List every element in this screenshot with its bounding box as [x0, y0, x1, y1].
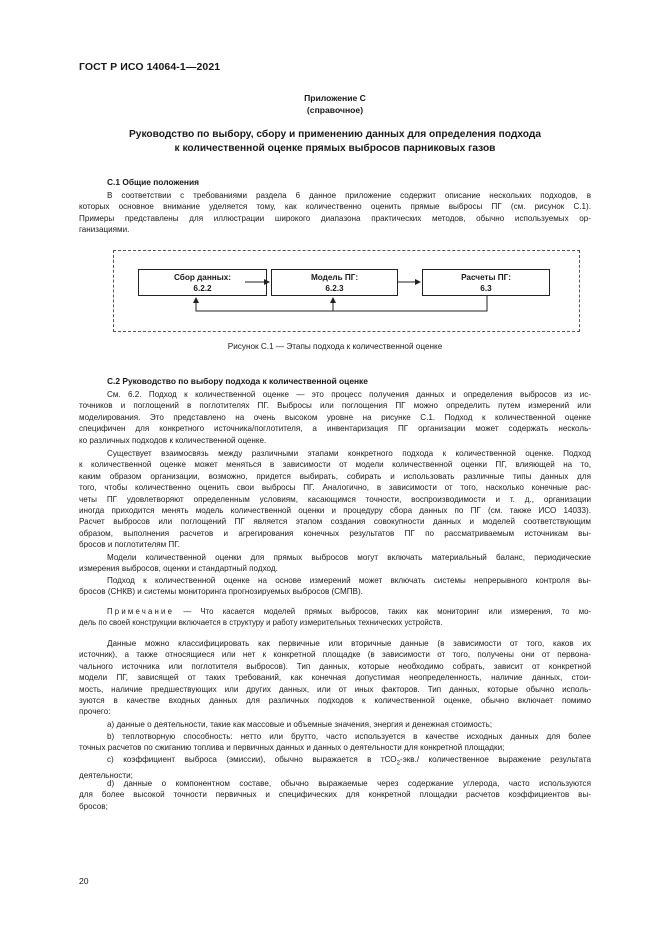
text-line: мость, наличие предшествующих или других данных, или от иных факторов. Тип данных, которые обычно исполь-	[79, 684, 591, 694]
text-line: Подход к количественной оценке на основе измерений может включать системы непрерывного контроля вы-	[107, 576, 591, 585]
item-c-subscript: 2	[396, 760, 400, 767]
annex-main-title	[79, 128, 591, 156]
figure-c1-caption: Рисунок С.1 — Этапы подхода к количественной оценке	[227, 342, 443, 351]
arrow-calc-to-model-feedback	[333, 296, 487, 311]
document-code-header: ГОСТ Р ИСО 14064-1—2021	[79, 61, 221, 73]
text-line: образом, выполнения расчетов и агрегирования конечных результатов ПГ по рассматриваемым источникам вы-	[79, 528, 591, 538]
annex-subtitle: (справочное)	[306, 105, 364, 115]
annex-title: Приложение С	[304, 93, 366, 103]
box-ref: 6.2.2	[193, 284, 212, 293]
section-c2-paragraph-4	[79, 575, 591, 598]
text-line: См. 6.2. Подход к количественной оценке — это процесс получения данных и определения выбросов из ис-	[107, 390, 591, 399]
annex-heading	[79, 92, 591, 116]
text-line: Примеры представлены для иллюстрации широкого диапазона практических методов, обычно используемых ор-	[79, 213, 591, 223]
list-item-b	[79, 731, 591, 754]
note-block	[79, 606, 591, 629]
box-ref: 6.3	[480, 284, 492, 293]
box-ref: 6.2.3	[325, 284, 344, 293]
box-label: Сбор данных:	[173, 273, 232, 282]
text-line: иногда приходится менять модель количественной оценки и процедуру сбора данных по ПГ (см. также ИСО 14033).	[79, 506, 591, 516]
text-line: Расчет выбросов или поглощений ПГ является этапом создания совокупности данных и моделей соответствующим	[79, 517, 591, 527]
text-line: модели ПГ, зависящей от таких требований, как конечная допустимая неопределенность, наличие данных, стои-	[79, 673, 591, 683]
text-line: d) данные о компонентном составе, обычно выражаемые через содержание углерода, часто используются	[107, 779, 591, 788]
text-line: каким образом организации, возможно, придется выбирать, собирать и использовать различные типы данных для	[79, 471, 591, 481]
text-line: источник), а также относящиеся или нет к конкретной площадке (в зависимости от того, получены они от первона-	[79, 650, 591, 660]
note-line: дель по своей конструкции включается в структуру и работу измерительных технических устройств.	[79, 618, 443, 628]
text-line: специфичен для конкретного источника/поглотителя, а инвентаризация ПГ организации может содержать несколь-	[79, 424, 591, 434]
text-line: деятельности;	[79, 771, 133, 781]
text-line: четы ПГ удовлетворяют определенным условиям, касающимся точности, воспроизводимости и т. д., организации	[79, 494, 591, 504]
note-text: — Что касается моделей прямых выбросов, таких как мониторинг или измерения, то мо-	[174, 607, 591, 616]
text-line: бросов;	[79, 801, 108, 811]
figure-arrows	[114, 251, 581, 333]
box-label: Расчеты ПГ:	[461, 273, 511, 282]
page-number: 20	[79, 876, 89, 886]
text-line: Существует взаимосвязь между различными этапами конкретного подхода к количественной оценке. Подход	[107, 449, 591, 458]
text-line: измерения выбросов, оценки и стандартный подход.	[79, 564, 278, 574]
list-item-d	[79, 778, 591, 812]
text-line: моделирования. Это представлено на очень высоком уровне на рисунке С.1. Подход к количественной оценке	[79, 412, 591, 422]
text-line: для более высокой точности первичных и специфических для конкретной площадки расчетов коэффициентов вы-	[79, 790, 591, 800]
text-line: зуются в качестве входных данных для различных подходов к количественной оценке, обычно включает помимо	[79, 696, 591, 706]
note-label: Примечание	[107, 607, 175, 616]
text-line: В соответствии с требованиями раздела 6 данное приложение содержит описание нескольких подходов, в	[107, 191, 591, 200]
text-line: чального источника или поглотителя выбросов). Тип данных, которые необходимо собрать, зависит от конкретной	[79, 661, 591, 671]
section-c2-paragraph-1	[79, 389, 591, 446]
list-item-a	[79, 719, 591, 730]
text-line	[79, 754, 591, 770]
text-line: Модели количественной оценки для прямых выбросов могут включать материальный баланс, периодические	[107, 553, 591, 562]
text-line: к количественной оценке может меняться в зависимости от модели количественной оценки ПГ, влияющей на то,	[79, 460, 591, 470]
box-label: Модель ПГ:	[310, 273, 359, 282]
text-line: того, чтобы количественно оценить свои выбросы ПГ. Аналогично, в зависимости от того, насколько конечные рас-	[79, 483, 591, 493]
text-line: точных расчетов по сжиганию топлива и первичных данных и данных о деятельности для конкретной площадки;	[79, 743, 505, 753]
item-c-text-post: -экв./ количественное выражение результата	[399, 755, 591, 764]
section-c2-heading: С.2 Руководство по выбору подхода к количественной оценке	[107, 376, 368, 386]
text-line: ганизациями.	[79, 225, 130, 235]
text-line: ко различных подходов к количественной оценке.	[79, 435, 267, 445]
item-c-text: c) коэффициент выброса (эмиссии), обычно выражается в тСО	[107, 755, 397, 764]
text-line: b) теплотворную способность: нетто или брутто, часто используется в качестве исходных данных для более	[107, 732, 591, 741]
main-title-line-1: Руководство по выбору, сбору и применению данных для определения подхода	[129, 129, 541, 140]
section-c2-paragraph-2	[79, 448, 591, 551]
text-line: точников и поглощений в поглотителях ПГ. Выбросы или поглощения ПГ можно определить путем измерений или	[79, 401, 591, 411]
figure-c1-frame	[113, 250, 580, 332]
arrow-model-to-collect-feedback	[196, 298, 333, 311]
section-c1-heading: С.1 Общие положения	[107, 177, 200, 187]
text-line: прочего:	[79, 707, 111, 717]
text-line: a) данные о деятельности, такие как массовые и объемные значения, энергия и денежная стоимость;	[107, 720, 493, 729]
note-line	[79, 606, 591, 617]
text-line: которых основное внимание уделяется тому, как количественно оценить прямые выбросы ПГ (см. рисунок С.1).	[79, 202, 591, 212]
text-line: Данные можно классифицировать как первичные или вторичные данные (в зависимости от того, каков их	[107, 639, 591, 648]
text-line: бросов (СНКВ) и системы мониторинга прогнозируемых выбросов (СМПВ).	[79, 587, 363, 597]
section-c1-paragraph	[79, 190, 591, 236]
main-title-line-2: к количественной оценке прямых выбросов парниковых газов	[174, 143, 496, 154]
section-c2-paragraph-3	[79, 552, 591, 575]
section-c2-paragraph-5	[79, 638, 591, 718]
text-line: бросов и поглотителям ПГ.	[79, 540, 180, 550]
